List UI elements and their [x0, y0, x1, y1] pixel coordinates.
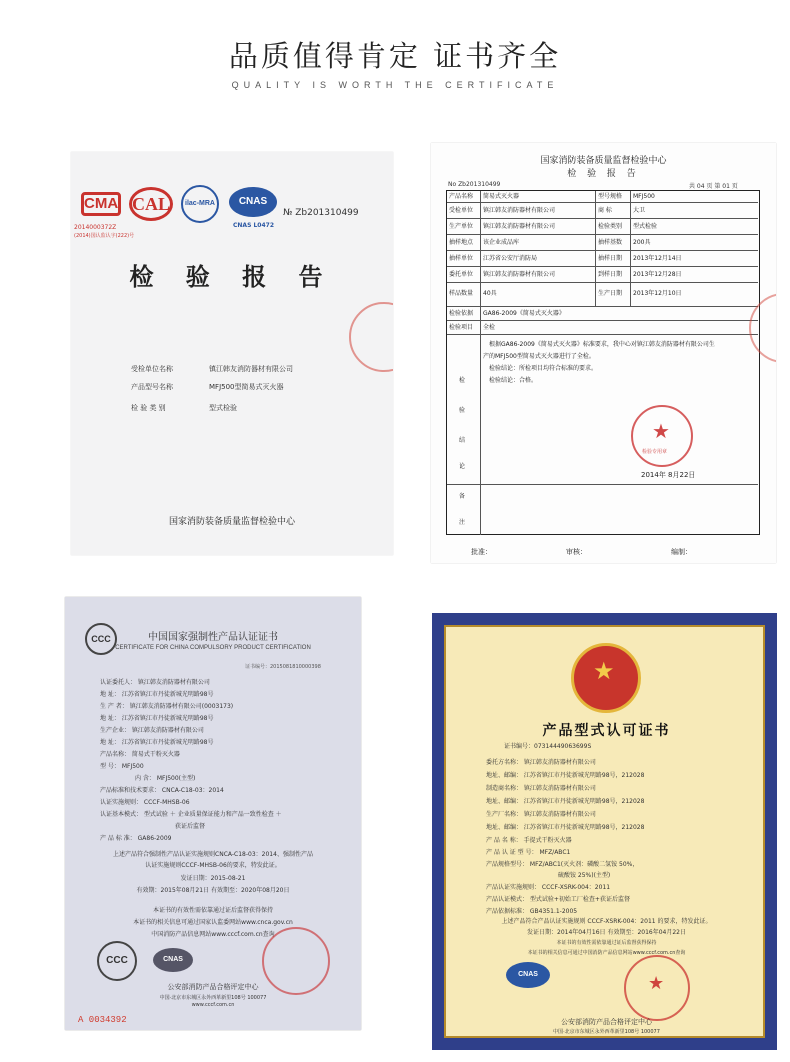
cert-note: 本证书的相关信息可通过国家认监委网站www.cnca.gov.cn: [133, 919, 293, 926]
table-row: 产品名称 简易式灭火器 型号规格 MFJ500: [447, 191, 758, 203]
cert-line: 产品名称： 简易式干粉灭火器: [100, 751, 180, 758]
star-icon: ★: [648, 973, 665, 994]
field-label: 检 验 类 别: [131, 404, 166, 412]
cert-number: 2014000372Z: [74, 224, 117, 231]
cert-statement: 上述产品符合强制性产品认证实施规则CNCA-C18-03：2014、强制性产品: [113, 851, 313, 858]
report-number: No Zb201310499: [448, 181, 501, 188]
page-title: 品质值得肯定 证书齐全: [228, 39, 562, 73]
cert-line: 地 址： 江苏省镇江市丹徒新城光明路98号: [100, 739, 214, 746]
report-title: 检 验 报 告: [129, 263, 335, 291]
cert-line: 型 号： MFJ500: [100, 763, 144, 770]
cma-logo-icon: CMA: [81, 192, 121, 216]
star-icon: ★: [652, 419, 670, 443]
org-name: 国家消防装备质量监督检验中心: [540, 156, 667, 166]
cert-note: 中国消防产品信息网站www.cccf.com.cn查询: [151, 931, 275, 938]
certificate-title: 产品型式认可证书: [542, 723, 671, 739]
cert-line: 地址、邮编： 江苏省镇江市丹徒新城光明路98号，212028: [486, 824, 645, 831]
validity: 有效期：2015年08月21日 有效期至：2020年08月20日: [136, 887, 290, 894]
cnas-logo-icon: CNAS: [229, 187, 277, 217]
report-title: 检 验 报 告: [567, 169, 640, 179]
author-label: 编制：: [671, 548, 692, 556]
cert-line: 产品规格型号： MFZ/ABC1(灭火剂：磷酸二氢铵 50%，: [486, 861, 639, 868]
cert-note: 本证书的相关信息可通过中国消防产品信息网站www.cccf.com.cn查询: [527, 950, 686, 956]
report-table: 产品名称 简易式灭火器 型号规格 MFJ500 受检单位 镇江韩友消防器材有限公司 商 标 大卫 生产单位 镇江韩友消防器材有限公司 检验类别 型式检验 抽样地点 该企业成品库 抽样基数 200具 抽样单位 江苏省公安厅消防局 抽样日期 2013年12月14日 委托单位 镇江韩友消防器材有限公司 到样日期 2013年12月28日 样品数量 40具 生产日期 2013年12月10日 检验依据 GA86-2009《简易式灭火器》 检验项目 全检 检 验 结 论 根据GA86-2009《简易式灭火器》标准要求，我中心对镇江韩友消防器材有限公司生 产的MFJ500型简易式灭火器进行了全检。 检验结论：所检项目均符合标准的要求。 检验结论：合格。 备 注: [446, 190, 760, 535]
star-icon: ★: [593, 657, 615, 685]
cert-line: 地 址： 江苏省镇江市丹徒新城光明路98号: [100, 715, 214, 722]
table-row: 生产单位 镇江韩友消防器材有限公司 检验类别 型式检验: [447, 219, 758, 235]
cert-number: 证书编号：07314449063699S: [504, 743, 592, 750]
cert-line: 产品依据标准： GB4351.1-2005: [486, 908, 578, 915]
cert-note: 本证书的有效性需依靠通过证后监督获得保持: [152, 907, 273, 914]
ccc-logo-icon: CCC: [85, 623, 117, 655]
issuer-name: 公安部消防产品合格评定中心: [167, 983, 259, 991]
inspection-report-page[interactable]: [431, 143, 776, 563]
issuer-website: www.cccf.com.cn: [191, 1002, 235, 1008]
inspection-report-cover[interactable]: [71, 152, 393, 555]
cert-line: 产 品 认 证 型 号： MFZ/ABC1: [486, 849, 571, 856]
issuer-name: 公安部消防产品合格评定中心: [561, 1018, 652, 1026]
field-value: MFJ500型简易式灭火器: [209, 383, 284, 391]
validity: 发证日期：2014年04月16日 有效期至：2016年04月22日: [527, 929, 686, 936]
cert-line: 制造商名称： 镇江韩友消防器材有限公司: [486, 785, 596, 792]
page-subtitle: QUALITY IS WORTH THE CERTIFICATE: [231, 80, 559, 90]
cert-line: 地 址： 江苏省镇江市丹徒新城光明路98号: [100, 691, 214, 698]
cert-number-note: (2014)国认监认字(222)号: [74, 233, 135, 239]
certificate-title: 中国国家强制性产品认证证书: [148, 632, 278, 643]
issue-date: 发证日期：2015-08-21: [180, 875, 246, 882]
field-label: 受检单位名称: [131, 365, 173, 373]
cert-line: 获证后监督: [175, 823, 206, 830]
cal-logo-icon: CAL: [129, 187, 173, 221]
cert-line: 认证基本模式： 型式试验 ＋ 企业质量保证能力和产品一致性检查 ＋: [100, 811, 282, 818]
cert-line: 生 产 者： 镇江韩友消防器材有限公司(0003173): [100, 703, 234, 710]
field-value: 镇江韩友消防器材有限公司: [209, 365, 293, 373]
certificate-title-en: CERTIFICATE FOR CHINA COMPULSORY PRODUCT CERTIFICATION: [115, 645, 311, 651]
cert-note: 本证书的有效性需依靠通过证后监督获得保持: [556, 940, 657, 946]
seal-stamp: [349, 302, 393, 372]
cert-line: 产 品 名 称： 手提式干粉灭火器: [486, 837, 572, 844]
cert-line: 地址、邮编： 江苏省镇江市丹徒新城光明路98号，212028: [486, 798, 645, 805]
issuer-address: 中国·北京市东城区永外西革新里108号 100077: [553, 1029, 660, 1035]
conclusion-row: 检 验 结 论 根据GA86-2009《简易式灭火器》标准要求，我中心对镇江韩友消防器材有限公司生 产的MFJ500型简易式灭火器进行了全检。 检验结论：所检项目均符合标准的要求。 检验结论：合格。: [447, 335, 758, 485]
table-row: 受检单位 镇江韩友消防器材有限公司 商 标 大卫: [447, 203, 758, 219]
cert-line: 生产厂名称： 镇江韩友消防器材有限公司: [486, 811, 596, 818]
cert-line: 产品认证实施规则： CCCF-XSRK-004：2011: [486, 884, 611, 891]
serial-number: A 0034392: [78, 1015, 127, 1025]
table-row: 样品数量 40具 生产日期 2013年12月10日: [447, 283, 758, 307]
report-number: № Zb201310499: [283, 208, 359, 218]
cert-statement: 上述产品符合产品认证实施规则 CCCF-XSRK-004：2011 的要求，特发此证。: [501, 918, 712, 925]
seal-text: 检验专用章: [642, 449, 668, 455]
certificate-body: [444, 625, 765, 1038]
table-row: 委托单位 镇江韩友消防器材有限公司 到样日期 2013年12月28日: [447, 267, 758, 283]
issuer-address: 中国·北京市东城区永外西革新里108号 100077: [159, 995, 267, 1001]
cnas-number: CNAS L0472: [233, 222, 275, 229]
approver-label: 批准：: [471, 548, 492, 556]
cert-line: 产品标准和技术要求： CNCA-C18-03：2014: [100, 787, 224, 794]
table-row: 抽样地点 该企业成品库 抽样基数 200具: [447, 235, 758, 251]
ccc-certificate[interactable]: [65, 597, 361, 1030]
ilac-mra-logo-icon: ilac-MRA: [181, 185, 219, 223]
page-number: 共 04 页 第 01 页: [689, 183, 738, 190]
type-approval-certificate[interactable]: [432, 613, 777, 1050]
cert-line: 内 含： MFJ500(主型): [135, 775, 196, 782]
cnas-logo-icon: CNAS: [153, 948, 193, 972]
cert-line: 产 品 标 准： GA86-2009: [100, 835, 172, 842]
issue-date: 2014年 8月22日: [641, 471, 696, 479]
cert-line: 地址、邮编： 江苏省镇江市丹徒新城光明路98号，212028: [486, 772, 645, 779]
cert-line: 认证委托人： 镇江韩友消防器材有限公司: [100, 679, 210, 686]
cnas-logo-icon: CNAS: [506, 962, 550, 988]
cert-line: 认证实施规则： CCCF-MHSB-06: [100, 799, 190, 806]
cert-number: 证书编号：2015081810000398: [245, 664, 321, 670]
ccc-logo-icon: CCC: [97, 941, 137, 981]
cert-line: 委托方名称： 镇江韩友消防器材有限公司: [486, 759, 596, 766]
table-row: 检验依据 GA86-2009《简易式灭火器》: [447, 307, 758, 321]
issuer-name: 国家消防装备质量监督检验中心: [168, 517, 295, 527]
reviewer-label: 审核：: [566, 548, 587, 556]
table-row: 检验项目 全检: [447, 321, 758, 335]
field-value: 型式检验: [209, 404, 237, 412]
cert-line: 产品认证模式： 型式试验+初始工厂检查+获证后监督: [486, 896, 630, 903]
cert-line: 生产企业： 镇江韩友消防器材有限公司: [100, 727, 204, 734]
table-row: 抽样单位 江苏省公安厅消防局 抽样日期 2013年12月14日: [447, 251, 758, 267]
field-label: 产品型号名称: [131, 383, 173, 391]
cert-statement: 认证实施规则CCCF-MHSB-06的要求，特发此证。: [145, 862, 281, 869]
cert-line: 硫酸铵 25%)(主型): [558, 872, 611, 879]
